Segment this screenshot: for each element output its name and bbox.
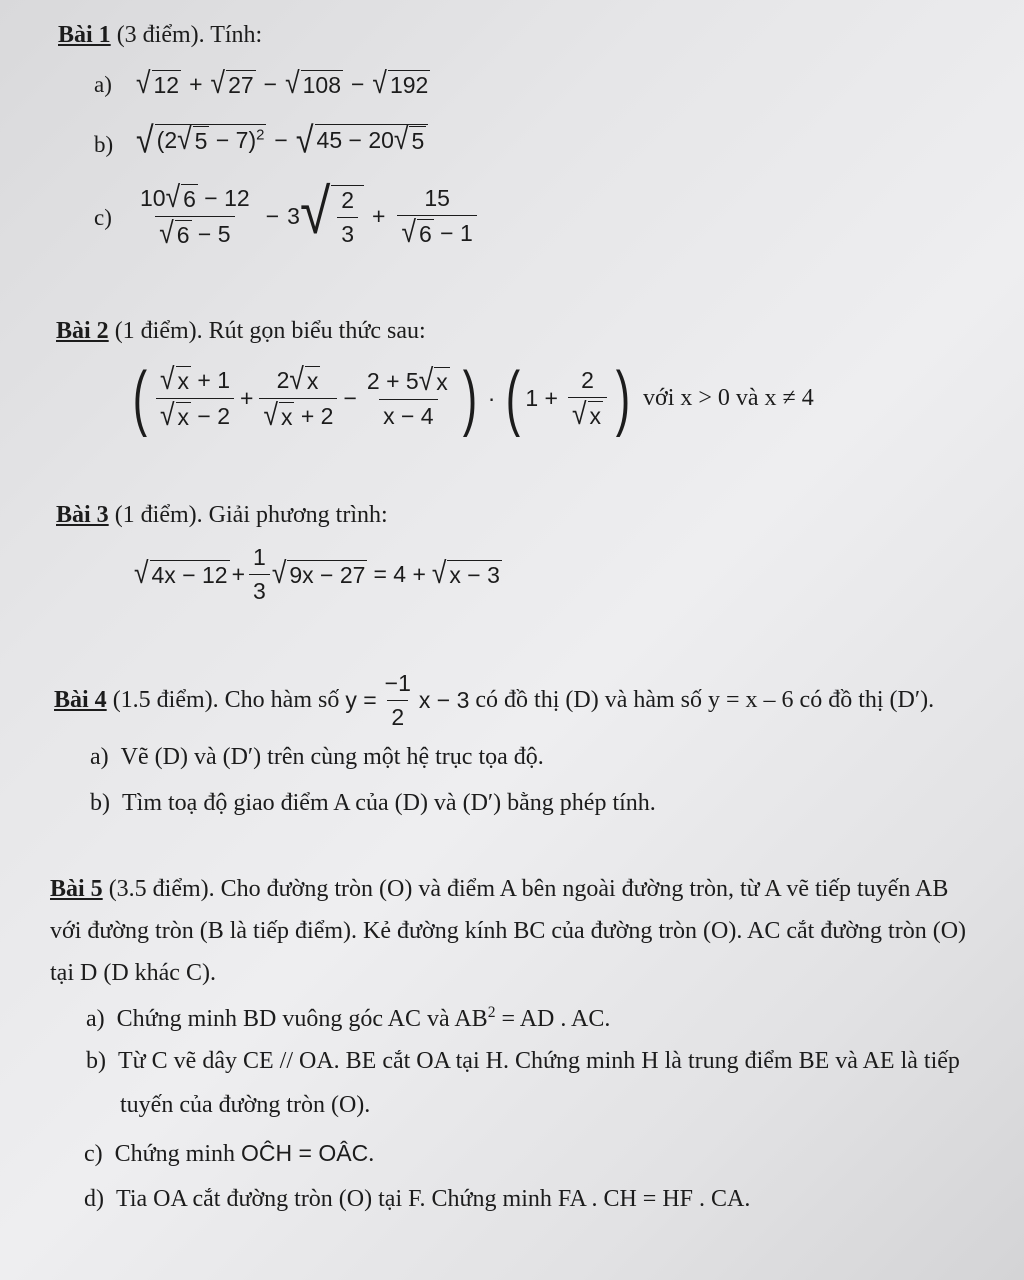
denominator: 2 — [387, 700, 408, 731]
term: y = — [345, 687, 377, 713]
radicand: 6 — [176, 222, 190, 248]
bai1-title: (3 điểm). Tính: — [110, 22, 263, 48]
bai4-function — [345, 670, 469, 731]
exponent: 2 — [487, 1004, 496, 1021]
term: 10 — [140, 185, 166, 211]
term: − 12 — [197, 185, 250, 211]
bai1-heading — [58, 22, 262, 49]
exponent: 2 — [256, 126, 265, 144]
term: − 2 — [191, 402, 231, 429]
bai2-heading — [56, 318, 426, 345]
item-text: Vẽ (D) và (D′) trên cùng một hệ trục tọa độ. — [120, 744, 544, 770]
term: − 5 — [191, 221, 231, 247]
radicand: 27 — [228, 72, 254, 98]
numerator: 2 — [581, 366, 594, 393]
radicand: 5 — [411, 128, 425, 154]
bai5-line3: tại D (D khác C). — [50, 960, 216, 986]
term: 45 − 20 — [316, 127, 394, 153]
bai1-number: Bài 1 — [58, 22, 111, 48]
radicand: 9x − 27 — [289, 562, 366, 588]
radicand: 108 — [302, 72, 341, 98]
radicand: x − 3 — [449, 562, 500, 588]
bai1-b-label: b) — [94, 132, 114, 157]
radicand: x — [436, 368, 448, 395]
denominator: x − 4 — [379, 399, 438, 430]
radicand: 6 — [183, 186, 196, 212]
condition: với x > 0 và x ≠ 4 — [643, 384, 814, 411]
bai3-number: Bài 3 — [56, 502, 109, 528]
bai4-title: (1.5 điểm). Cho hàm số — [106, 687, 346, 713]
coefficient: 3 — [287, 203, 300, 229]
item-label: d) — [84, 1186, 104, 1212]
numerator: 2 — [341, 187, 355, 213]
numerator: 1 — [253, 544, 266, 570]
radicand: 12 — [153, 72, 180, 98]
bai1-b-expression: √ (2 √ 5 − 7)$^2$ − √ 45 − 20 √ 5 — [136, 124, 428, 156]
bai1-a-label: a) — [94, 72, 112, 97]
item-label: c) — [84, 1141, 103, 1167]
radicand: 192 — [389, 72, 429, 98]
bai5-a — [86, 1004, 610, 1033]
bai4-b — [90, 790, 656, 817]
numerator: −1 — [384, 670, 411, 696]
item-text: Tia OA cắt đường tròn (O) tại F. Chứng minh FA . CH = HF . CA. — [116, 1186, 751, 1212]
bai3-heading — [56, 502, 388, 529]
item-text: Từ C vẽ dây CE // OA. BE cắt OA tại H. Chứng minh H là trung điểm BE và AE là tiếp — [118, 1048, 960, 1074]
radicand: 4x − 12 — [151, 562, 228, 588]
bai3-equation: √ 4x − 12 + $\frac{1}{3}$ √ 9x − 27 = 4 + √ x − 3 — [134, 544, 500, 604]
radicand: x — [177, 403, 189, 430]
denominator: 3 — [337, 217, 358, 248]
radicand: x — [306, 367, 319, 394]
item-label: b) — [90, 790, 110, 816]
radicand: x — [177, 367, 189, 394]
item-text: Chứng minh — [114, 1141, 242, 1167]
item-text: = AD . AC. — [495, 1006, 611, 1032]
angle-expression: OĈH = OÂC — [241, 1140, 369, 1166]
bai1-a-expression: √ 12 + √ 27 − √ 108 − √ 192 — [136, 65, 429, 101]
term: (2 — [156, 127, 178, 153]
item-label: a) — [90, 744, 109, 770]
bai4-heading — [54, 670, 934, 731]
bai1-c-label: c) — [94, 205, 112, 230]
radicand: x — [280, 403, 293, 430]
bai4-number: Bài 4 — [54, 687, 107, 713]
item-text: Tìm toạ độ giao điểm A của (D) và (D′) bằng phép tính. — [122, 790, 656, 816]
term: = 4 + — [373, 561, 426, 587]
bai3-title: (1 điểm). Giải phương trình: — [108, 502, 388, 528]
bai4-a — [90, 744, 544, 771]
bai2-number: Bài 2 — [56, 318, 109, 344]
bai1-c-expression: 10 √ 6 − 12 √ 6 − 5 − 3 √ $\frac{2}{3}$ + 15 √ 6 − 1 — [132, 184, 481, 249]
item-text: Chứng minh BD vuông góc AC và AB — [116, 1006, 488, 1032]
bai5-d — [84, 1186, 750, 1213]
bai5-heading — [50, 876, 948, 903]
radicand: 6 — [418, 221, 432, 247]
item-text: . — [368, 1141, 375, 1167]
item-label: b) — [86, 1048, 106, 1074]
bai4-title-rest: có đồ thị (D) và hàm số y = x – 6 có đồ thị (D′). — [469, 687, 935, 713]
bai5-b-cont: tuyến của đường tròn (O). — [120, 1092, 371, 1118]
radicand: x — [589, 402, 602, 429]
bai2-expression: ( √ x + 1 √ x − 2 + 2 √ x √ x + 2 − 2 + 5 √ x x − 4 ) · ( 1 + 2 √ x ) với x > 0 và x ≠ 4 — [132, 358, 814, 438]
numerator: 15 — [424, 185, 450, 211]
radicand: 5 — [194, 128, 208, 154]
item-label: a) — [86, 1006, 105, 1032]
term: + 1 — [191, 366, 231, 393]
term: + 2 — [294, 402, 334, 429]
term: − 7) — [209, 127, 257, 153]
term: − 1 — [433, 220, 473, 246]
bai5-c — [84, 1140, 374, 1168]
denominator: 3 — [249, 574, 270, 605]
term: 2 — [276, 366, 290, 393]
bai5-line2: với đường tròn (B là tiếp điểm). Kẻ đường kính BC của đường tròn (O). AC cắt đường tròn (O) — [50, 918, 967, 944]
bai5-number: Bài 5 — [50, 876, 103, 902]
bai2-title: (1 điểm). Rút gọn biểu thức sau: — [108, 318, 426, 344]
bai5-b — [86, 1048, 960, 1075]
term: 1 + — [525, 384, 558, 411]
bai5-line1: (3.5 điểm). Cho đường tròn (O) và điểm A bên ngoài đường tròn, từ A vẽ tiếp tuyến AB — [102, 876, 949, 902]
term: 2 + 5 — [366, 367, 419, 394]
term: x − 3 — [418, 687, 470, 713]
